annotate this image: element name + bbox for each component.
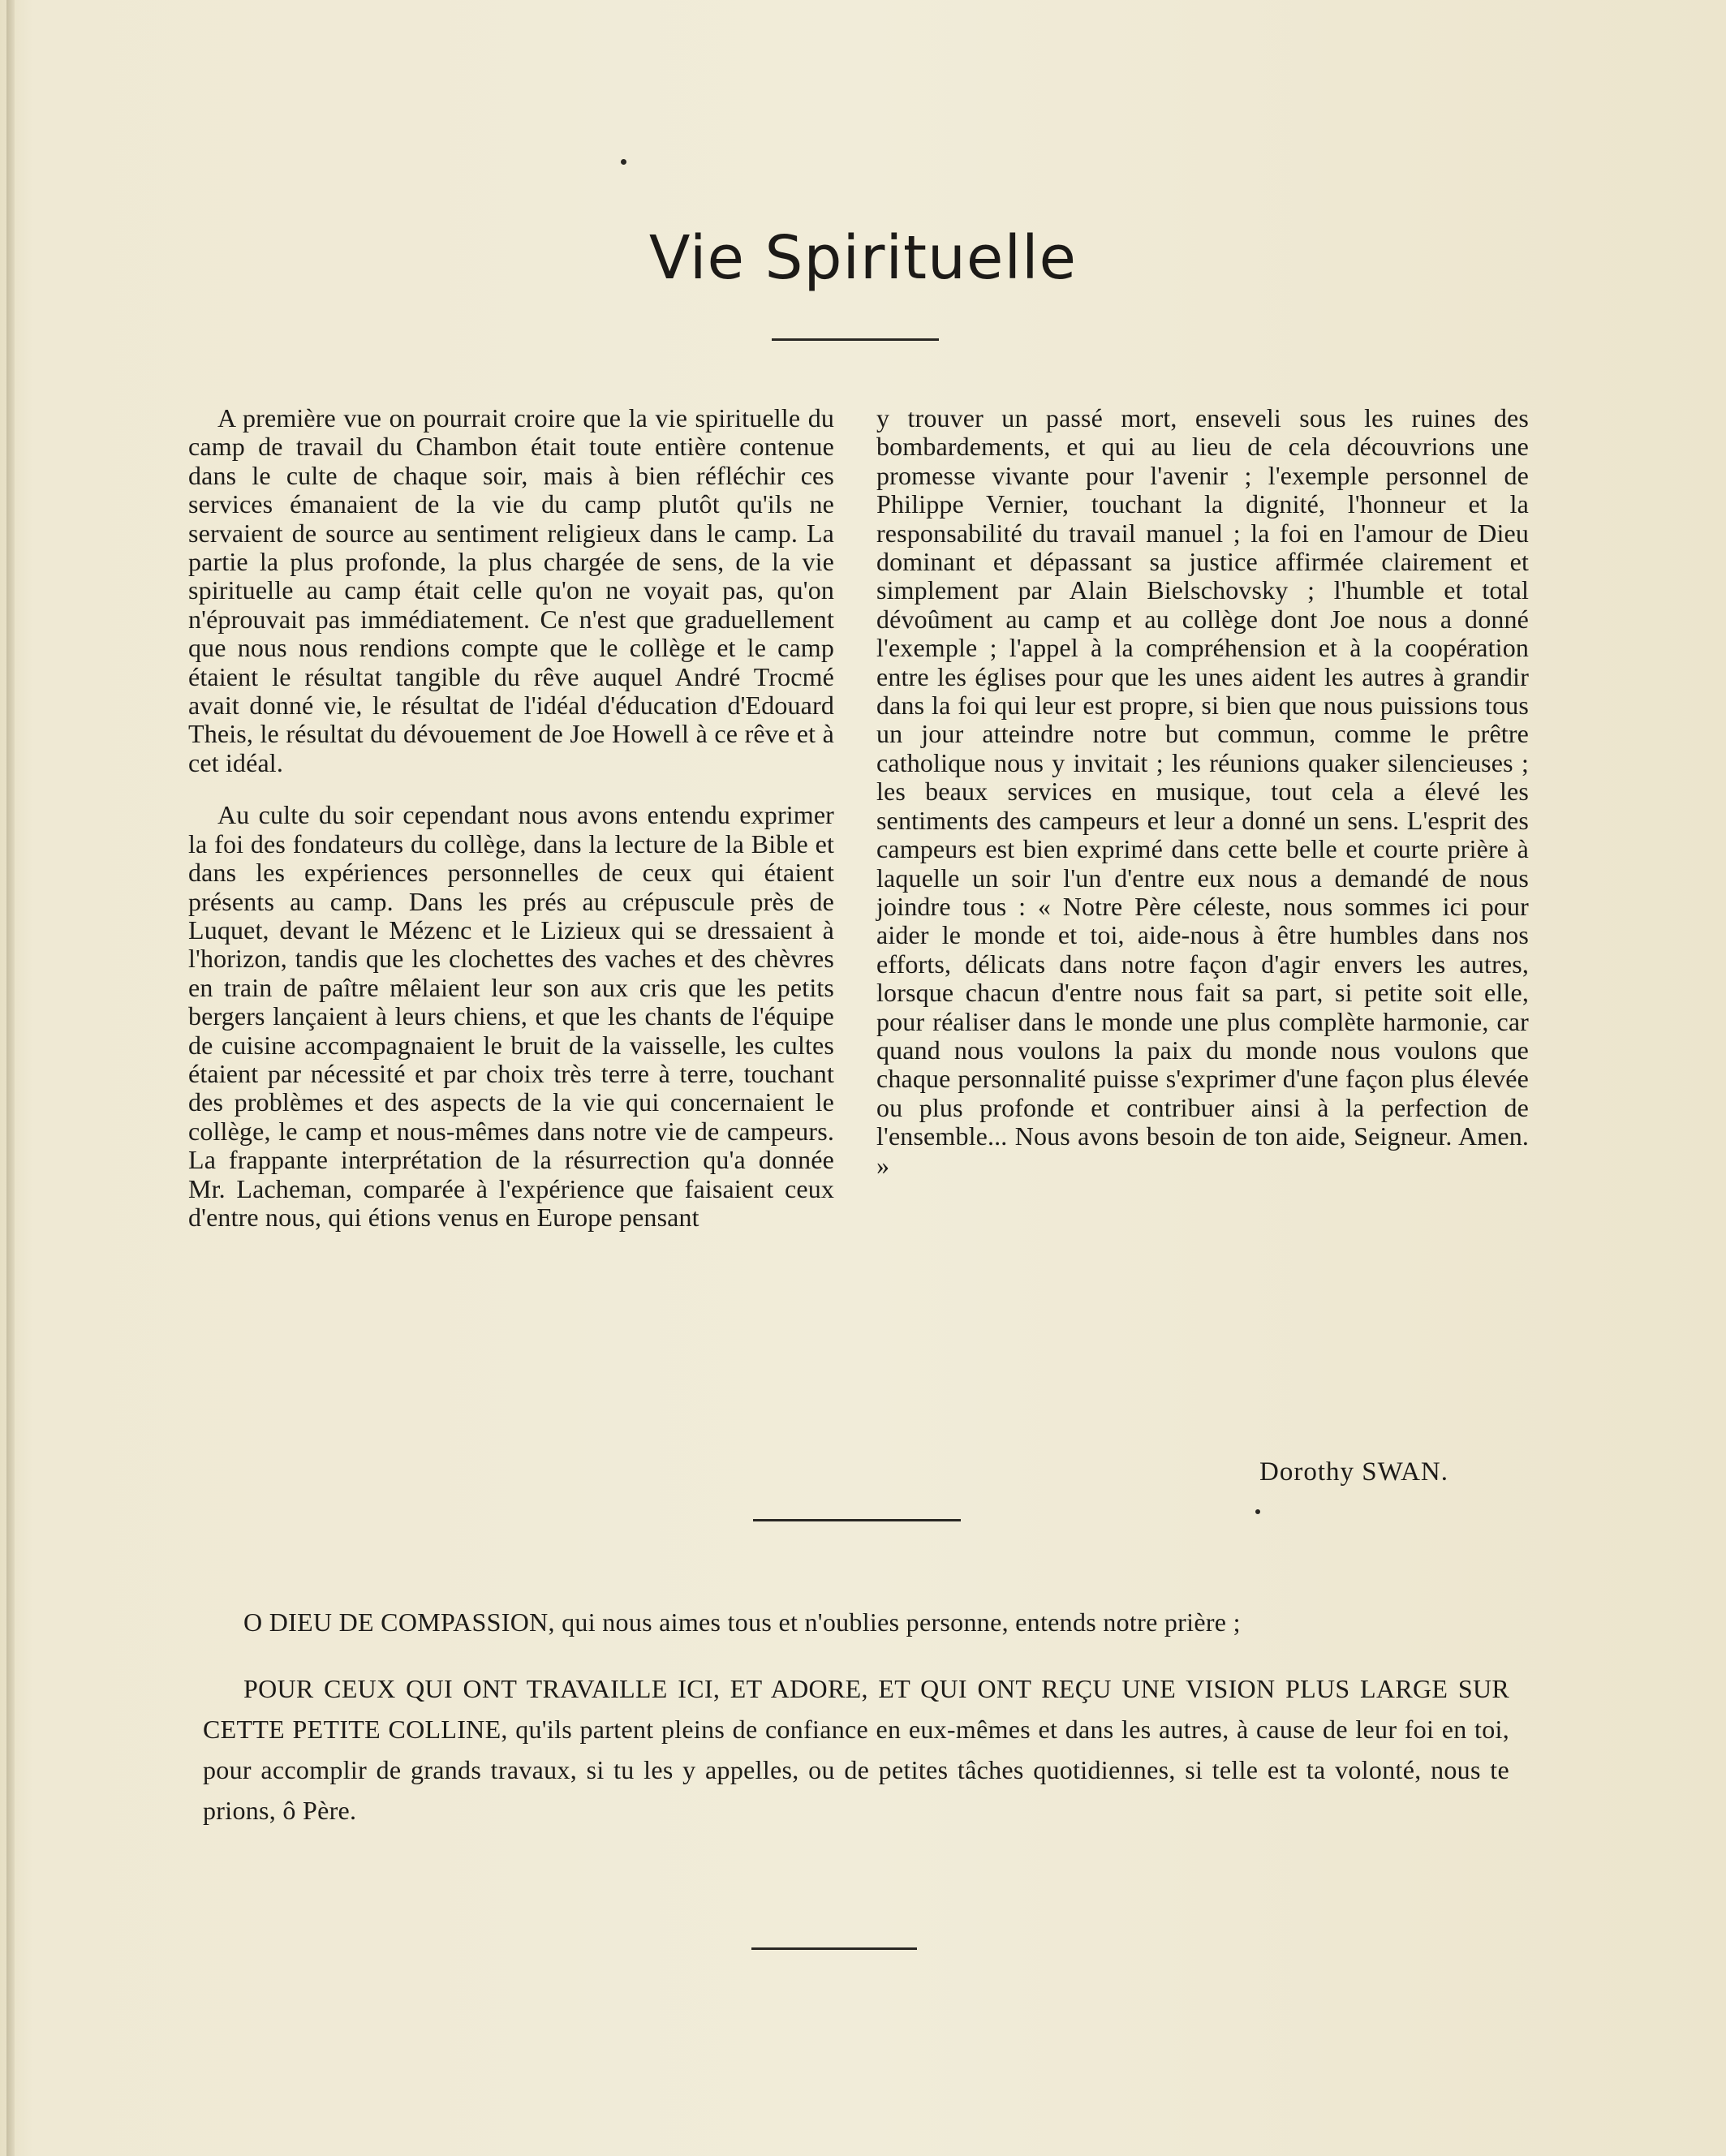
- closing-prayer: [203, 1602, 1509, 1831]
- ink-speck: [1255, 1509, 1260, 1514]
- title-divider: [772, 338, 939, 341]
- paper-edge: [6, 0, 15, 2156]
- author-signature: Dorothy SWAN.: [1259, 1457, 1448, 1487]
- bottom-divider: [751, 1947, 917, 1950]
- prayer-paragraph: POUR CEUX QUI ONT TRAVAILLE ICI, ET ADORE, ET QUI ONT REÇU UNE VISION PLUS LARGE SUR CETTE PETITE COLLINE, qu'ils partent pleins de confiance en eux-mêmes et dans les autres, à cause de leur foi en toi, pour accomplir de grands travaux, si tu les y appelles, ou de petites tâches quotidiennes, si telle est ta volonté, nous te prions, ô Père.: [203, 1674, 1509, 1825]
- article-paragraph: A première vue on pourrait croire que la vie spirituelle du camp de travail du Chambon était toute entière contenue dans le culte de chaque soir, mais à bien réfléchir ces services émanaient de la vie du camp plutôt qu'ils ne servaient de source au sentiment religieux dans le camp. La partie la plus profonde, la plus chargée de sens, de la vie spirituelle au camp était celle qu'on ne voyait pas, qu'on n'éprouvait pas immédiatement. Ce n'est que graduellement que nous nous rendions compte que le collège et le camp étaient le résultat tangible du rêve auquel André Trocmé avait donné vie, le résultat de l'idéal d'éducation d'Edouard Theis, le résultat du dévouement de Joe Howell à ce rêve et à cet idéal.: [188, 403, 834, 777]
- article-paragraph: y trouver un passé mort, enseveli sous les ruines des bombardements, et qui au lieu de cela découvrions une promesse vivante pour l'avenir ; l'exemple personnel de Philippe Vernier, touchant la dignité, l'honneur et la responsabilité du travail manuel ; la foi en l'amour de Dieu dominant et dépassant sa justice affirmée clairement et simplement par Alain Bielschovsky ; l'humble et total dévoûment au camp et au collège dont Joe nous a donné l'exemple ; l'appel à la compréhension et à la coopération entre les églises pour que les unes aident les autres à grandir dans la foi qui leur est propre, si bien que nous puissions tous un jour atteindre notre but commun, comme le prêtre catholique nous y invitait ; les réunions quaker silencieuses ; les beaux services en musique, tout cela a élevé les sentiments des campeurs et leur a donné un sens. L'esprit des campeurs est bien exprimé dans cette belle et courte prière à laquelle un soir l'un d'entre eux nous a demandé de nous joindre tous : « Notre Père céleste, nous sommes ici pour aider le monde et toi, aide-nous à être humbles dans nos efforts, délicats dans notre façon d'agir envers les autres, lorsque chacun d'entre nous fait sa part, si petite soit elle, pour réaliser dans le monde une plus complète harmonie, car quand nous voulons la paix du monde nous voulons que chaque personnalité puisse s'exprimer d'une façon plus élevée ou plus profonde et contribuer ainsi à la perfection de l'ensemble... Nous avons besoin de ton aide, Seigneur. Amen. »: [876, 403, 1529, 1180]
- section-divider: [753, 1519, 961, 1521]
- article-right-column: [876, 404, 1529, 1180]
- prayer-paragraph: O DIEU DE COMPASSION, qui nous aimes tous et n'oublies personne, entends notre prière ;: [243, 1607, 1241, 1637]
- ink-speck: [621, 159, 626, 165]
- page-title: Vie Spirituelle: [648, 223, 1078, 293]
- article-left-column: [188, 404, 834, 1232]
- article-paragraph: Au culte du soir cependant nous avons entendu exprimer la foi des fondateurs du collège, dans la lecture de la Bible et dans les expériences personnelles de ceux qui étaient présents au camp. Dans les prés au crépuscule près de Luquet, devant le Mézenc et le Lizieux qui se dressaient à l'horizon, tandis que les clochettes des vaches et des chèvres en train de paître mêlaient leur son aux cris que les petits bergers lançaient à leurs chiens, et que les chants de l'équipe de cuisine accompagnaient le bruit de la vaisselle, les cultes étaient par nécessité et par choix très terre à terre, touchant des problèmes et des aspects de la vie qui concernaient le collège, le camp et nous-mêmes dans notre vie de campeurs. La frappante interprétation de la résurrection qu'a donnée Mr. Lacheman, comparée à l'expérience que faisaient ceux d'entre nous, qui étions venus en Europe pensant: [188, 800, 834, 1232]
